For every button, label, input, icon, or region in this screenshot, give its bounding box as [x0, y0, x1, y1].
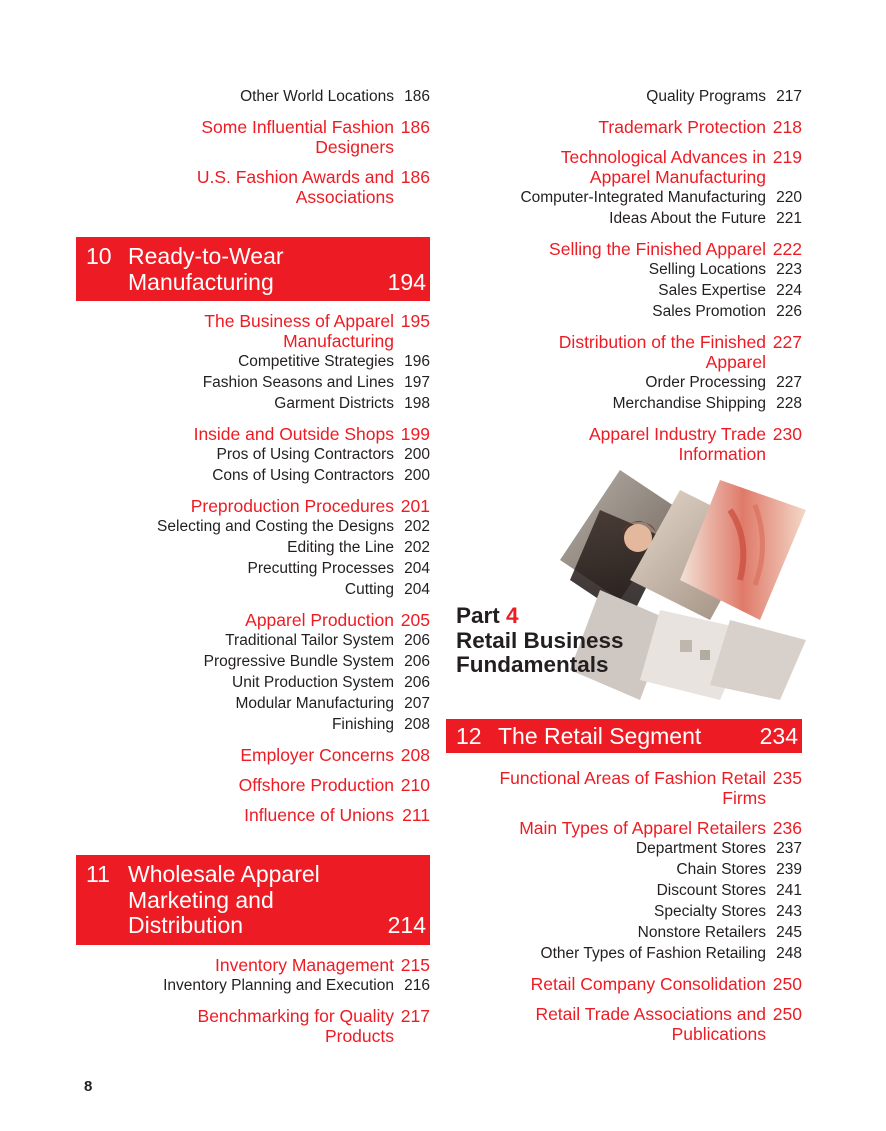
toc-entry[interactable]	[446, 332, 802, 372]
toc-entry-page: 228	[776, 395, 802, 412]
toc-entry[interactable]	[76, 167, 430, 207]
toc-entry-title: Nonstore Retailers	[637, 924, 766, 941]
toc-entry-title: Department Stores	[635, 840, 766, 857]
toc-entry-title: Apparel Industry Trade Information	[588, 424, 766, 464]
chapter-11-heading[interactable]	[76, 855, 430, 945]
toc-entry[interactable]	[446, 187, 802, 208]
toc-entry[interactable]	[76, 465, 430, 486]
toc-entry-page: 204	[404, 581, 430, 598]
toc-entry-title: Sales Promotion	[652, 303, 766, 320]
toc-entry-title: Inventory Planning and Execution	[163, 976, 394, 994]
toc-entry[interactable]	[446, 880, 802, 901]
toc-entry-page: 200	[404, 446, 430, 463]
toc-entry-page: 206	[404, 632, 430, 649]
toc-entry-page: 222	[772, 239, 802, 259]
toc-entry[interactable]	[446, 424, 802, 464]
toc-entry-title: Merchandise Shipping	[612, 395, 766, 412]
toc-entry-title: Chain Stores	[676, 861, 766, 878]
toc-entry-page: 217	[776, 88, 802, 105]
chapter-number: 11	[86, 861, 110, 887]
toc-entry-page: 230	[772, 424, 802, 444]
toc-entry-page: 186	[400, 167, 430, 187]
toc-entry-title: Distribution of the Finished Apparel	[558, 332, 766, 372]
toc-entry-page: 201	[400, 496, 430, 516]
toc-entry[interactable]	[446, 86, 802, 107]
part-label-line	[456, 604, 624, 629]
toc-entry-title: Influence of Unions	[244, 805, 394, 825]
toc-entry-page: 239	[776, 861, 802, 878]
toc-entry-page: 227	[772, 332, 802, 352]
toc-entry-title: Traditional Tailor System	[225, 632, 394, 649]
toc-entry-page: 210	[400, 775, 430, 795]
toc-entry-page: 195	[400, 311, 430, 331]
toc-entry[interactable]	[446, 239, 802, 259]
toc-entry[interactable]	[76, 805, 430, 825]
toc-entry-page: 199	[400, 424, 430, 444]
toc-entry-title: Discount Stores	[656, 882, 766, 899]
toc-entry-title: Cutting	[344, 581, 394, 598]
toc-entry-page: 223	[776, 261, 802, 278]
toc-entry-title: Trademark Protection	[598, 117, 766, 137]
toc-entry[interactable]	[446, 838, 802, 859]
toc-entry-title: Progressive Bundle System	[203, 653, 394, 670]
chapter-page: 194	[387, 268, 426, 295]
toc-entry-page: 218	[772, 117, 802, 137]
toc-entry-page: 204	[404, 560, 430, 577]
toc-entry-title: Some Influential Fashion Designers	[201, 117, 394, 157]
toc-entry-page: 197	[404, 374, 430, 391]
toc-entry[interactable]	[446, 943, 802, 964]
toc-entry-title: Ideas About the Future	[609, 210, 766, 227]
toc-entry[interactable]	[76, 424, 430, 444]
toc-entry-page: 221	[776, 210, 802, 227]
toc-entry[interactable]	[446, 259, 802, 280]
toc-entry-page: 207	[404, 695, 430, 712]
toc-entry-page: 224	[776, 282, 802, 299]
toc-entry[interactable]	[446, 393, 802, 414]
toc-entry[interactable]	[446, 372, 802, 393]
toc-entry-page: 250	[772, 1004, 802, 1024]
toc-entry[interactable]	[76, 775, 430, 795]
toc-entry-page: 215	[400, 954, 430, 975]
page-number: 8	[84, 1078, 93, 1095]
toc-entry-title: Finishing	[331, 716, 394, 733]
toc-entry[interactable]	[76, 714, 430, 735]
toc-entry-title: Retail Trade Associations and Publications	[535, 1004, 766, 1044]
part-title-line-1: Retail Business	[456, 627, 624, 653]
chapter-12-entries	[446, 768, 802, 1044]
toc-entry[interactable]	[76, 630, 430, 651]
toc-entry[interactable]	[76, 496, 430, 516]
toc-entry-title: Quality Programs	[646, 88, 766, 105]
toc-entry-title: Precutting Processes	[247, 560, 394, 577]
toc-entry[interactable]	[76, 955, 430, 975]
toc-entry-title: Inventory Management	[215, 954, 394, 975]
toc-entry-title: Main Types of Apparel Retailers	[519, 818, 766, 838]
toc-entry-title: The Business of Apparel Manufacturing	[204, 311, 394, 351]
toc-entry[interactable]	[446, 208, 802, 229]
toc-entry-page: 217	[400, 1005, 430, 1026]
toc-entry-page: 243	[776, 903, 802, 920]
part-number: 4	[506, 603, 519, 628]
toc-entry-title: Competitive Strategies	[238, 353, 394, 370]
toc-entry[interactable]	[76, 537, 430, 558]
toc-entry-title: Offshore Production	[238, 775, 394, 795]
toc-entry-title: Employer Concerns	[240, 745, 394, 765]
part-title-line-2: Fundamentals	[456, 652, 609, 677]
toc-entry[interactable]	[76, 693, 430, 714]
toc-entry-page: 208	[404, 716, 430, 733]
toc-entry[interactable]	[76, 558, 430, 579]
toc-entry-page: 219	[772, 147, 802, 167]
toc-entry[interactable]	[446, 117, 802, 137]
toc-entry[interactable]	[76, 117, 430, 157]
toc-entry-page: 202	[404, 539, 430, 556]
toc-entry[interactable]	[76, 1006, 430, 1046]
toc-entry-page: 216	[404, 976, 430, 994]
chapter-11-entries	[76, 955, 430, 1046]
toc-entry-title: Selling the Finished Apparel	[549, 239, 766, 259]
toc-entry-page: 237	[776, 840, 802, 857]
toc-entry-page: 235	[772, 768, 802, 788]
toc-entry-page: 220	[776, 189, 802, 206]
toc-entry[interactable]	[76, 516, 430, 537]
toc-entry[interactable]	[446, 147, 802, 187]
toc-entry-page: 248	[776, 945, 802, 962]
toc-entry-page: 196	[404, 353, 430, 370]
chapter-10-heading[interactable]	[76, 237, 430, 301]
toc-entry[interactable]	[76, 672, 430, 693]
toc-entry[interactable]	[76, 745, 430, 765]
toc-entry[interactable]	[446, 974, 802, 994]
toc-entry-title: Other Types of Fashion Retailing	[540, 945, 766, 962]
toc-entry[interactable]	[76, 651, 430, 672]
toc-entry-page: 206	[404, 674, 430, 691]
toc-entry-page: 186	[400, 117, 430, 137]
chapter-12-heading[interactable]	[446, 719, 802, 753]
toc-entry-title: Unit Production System	[232, 674, 394, 691]
toc-entry-page: 202	[404, 518, 430, 535]
toc-entry[interactable]	[446, 280, 802, 301]
toc-entry-title: Modular Manufacturing	[235, 695, 394, 712]
toc-entry[interactable]	[446, 768, 802, 808]
toc-entry[interactable]	[446, 901, 802, 922]
chapter-title: Wholesale Apparel Marketing and Distribution	[128, 861, 320, 938]
toc-entry-page: 226	[776, 303, 802, 320]
toc-entry[interactable]	[446, 922, 802, 943]
toc-entry-title: Benchmarking for Quality Products	[197, 1005, 394, 1046]
toc-entry-page: 245	[776, 924, 802, 941]
toc-entry-page: 186	[404, 88, 430, 105]
toc-entry-title: Garment Districts	[274, 395, 394, 412]
toc-entry-page: 227	[776, 374, 802, 391]
toc-entry[interactable]	[446, 1004, 802, 1044]
chapter-title: Ready-to-Wear Manufacturing	[128, 243, 284, 295]
toc-entry[interactable]	[76, 311, 430, 351]
part-4-title	[456, 604, 624, 678]
toc-entry-title: Functional Areas of Fashion Retail Firms	[499, 768, 766, 808]
part-label: Part	[456, 603, 500, 628]
toc-entry-page: 211	[402, 805, 430, 825]
toc-entry-title: Sales Expertise	[658, 282, 766, 299]
toc-entry-title: Selecting and Costing the Designs	[157, 518, 394, 535]
toc-entry[interactable]	[76, 86, 430, 107]
toc-entry-title: Technological Advances in Apparel Manufacturing	[560, 147, 766, 187]
toc-entry[interactable]	[76, 393, 430, 414]
toc-left-column	[76, 86, 430, 1046]
toc-entry-page: 250	[772, 974, 802, 994]
chapter-number: 12	[456, 723, 482, 749]
toc-entry-page: 198	[404, 395, 430, 412]
toc-entry-page: 241	[776, 882, 802, 899]
toc-entry-title: U.S. Fashion Awards and Associations	[196, 167, 394, 207]
toc-entry-title: Selling Locations	[648, 261, 766, 278]
chapter-10-entries	[76, 311, 430, 825]
toc-entry-title: Specialty Stores	[654, 903, 766, 920]
toc-entry-title: Computer-Integrated Manufacturing	[520, 189, 766, 206]
chapter-page: 234	[759, 723, 798, 749]
chapter-title: The Retail Segment	[498, 723, 702, 749]
toc-entry-page: 206	[404, 653, 430, 670]
toc-entry[interactable]	[76, 372, 430, 393]
toc-entry-title: Apparel Production	[245, 610, 394, 630]
toc-entry-title: Editing the Line	[287, 539, 394, 556]
toc-entry[interactable]	[76, 579, 430, 600]
toc-entry-page: 200	[404, 467, 430, 484]
toc-entry-title: Cons of Using Contractors	[212, 467, 394, 484]
chapter-number: 10	[86, 243, 112, 269]
toc-entry[interactable]	[76, 351, 430, 372]
toc-entry[interactable]	[446, 301, 802, 322]
toc-entry-title: Preproduction Procedures	[190, 496, 394, 516]
toc-entry[interactable]	[446, 818, 802, 838]
toc-entry-title: Pros of Using Contractors	[216, 446, 394, 463]
toc-entry[interactable]	[76, 444, 430, 465]
toc-entry[interactable]	[446, 859, 802, 880]
toc-entry-page: 208	[400, 745, 430, 765]
toc-entry[interactable]	[76, 975, 430, 996]
toc-entry-page: 205	[400, 610, 430, 630]
toc-entry-title: Fashion Seasons and Lines	[202, 374, 394, 391]
toc-entry-page: 236	[772, 818, 802, 838]
toc-entry[interactable]	[76, 610, 430, 630]
toc-entry-title: Order Processing	[645, 374, 766, 391]
chapter-page: 214	[387, 912, 426, 938]
toc-entry-title: Inside and Outside Shops	[193, 424, 394, 444]
toc-entry-title: Other World Locations	[240, 88, 394, 105]
toc-entry-title: Retail Company Consolidation	[530, 974, 766, 994]
